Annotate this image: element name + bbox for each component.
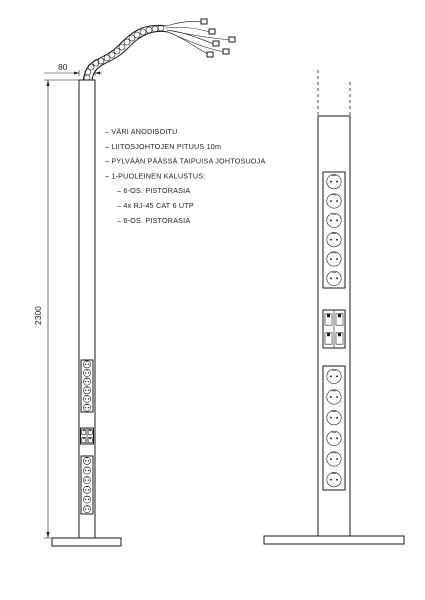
cable-guard-link xyxy=(146,27,152,33)
side-upper-sockets xyxy=(81,360,93,412)
front-lower-sockets xyxy=(323,366,345,490)
cable-guard-link xyxy=(134,32,140,38)
height-label: 2300 xyxy=(33,306,43,325)
power-socket-icon xyxy=(83,387,90,394)
rj45-port-icon xyxy=(82,438,86,443)
note-line: – 4x RJ-45 CAT 6 UTP xyxy=(117,201,194,210)
power-socket-icon xyxy=(327,452,341,466)
cable-guard-link xyxy=(152,26,158,32)
side-view xyxy=(33,19,235,546)
front-base-plate xyxy=(264,536,404,544)
power-socket-icon xyxy=(327,369,341,383)
power-socket-icon xyxy=(327,194,341,208)
side-lower-sockets xyxy=(81,456,93,514)
power-socket-icon xyxy=(83,361,90,368)
power-socket-icon xyxy=(83,378,90,385)
rj45-port-icon xyxy=(336,314,343,325)
cable-guard-segments xyxy=(84,25,164,81)
power-socket-icon xyxy=(83,467,90,474)
power-socket-icon xyxy=(327,174,341,188)
socket-strip-frame xyxy=(323,172,345,288)
cable-guard-link xyxy=(140,29,146,35)
power-socket-icon xyxy=(327,271,341,285)
rj45-port-icon xyxy=(336,333,343,344)
plug-icons xyxy=(201,19,235,57)
side-rj45-block xyxy=(81,428,94,444)
power-socket-icon xyxy=(83,496,90,503)
note-line: – VÄRI ANODISOITU xyxy=(105,127,178,136)
power-socket-icon xyxy=(83,369,90,376)
note-line: – LIITOSJOHTOJEN PITUUS 10m xyxy=(105,141,222,151)
power-socket-icon xyxy=(327,431,341,445)
cable-guard-link xyxy=(98,58,104,64)
side-base-plate xyxy=(52,538,121,546)
power-socket-icon xyxy=(83,457,90,464)
power-socket-icon xyxy=(83,395,90,402)
rj45-port-icon xyxy=(88,430,92,435)
front-view xyxy=(264,70,404,544)
power-socket-icon xyxy=(83,404,90,411)
front-upper-sockets xyxy=(323,172,345,288)
power-socket-icon xyxy=(327,410,341,424)
specification-notes xyxy=(105,127,265,225)
rj45-port-icon xyxy=(88,438,92,443)
cable-guard-link xyxy=(109,52,115,58)
note-line: – 6-OS. PISTORASIA xyxy=(117,215,191,225)
power-socket-icon xyxy=(83,506,90,513)
cable-guard-link xyxy=(119,44,125,50)
cable-guard-link xyxy=(88,64,94,70)
power-socket-icon xyxy=(327,252,341,266)
power-socket-icon xyxy=(327,390,341,404)
cable-guard-link xyxy=(124,39,130,45)
power-socket-icon xyxy=(327,213,341,227)
note-line: – 1-PUOLEINEN KALUSTUS: xyxy=(105,171,206,181)
height-dimension xyxy=(33,80,79,538)
cable-bundle xyxy=(166,19,235,57)
rj45-port-icon xyxy=(325,333,332,344)
socket-strip-frame xyxy=(323,366,345,490)
cable-guard-link xyxy=(114,48,120,54)
note-line: – 6-OS. PISTORASIA xyxy=(117,186,191,196)
width-label: 80 xyxy=(58,62,68,72)
rj45-port-icon xyxy=(82,430,86,435)
power-socket-icon xyxy=(83,486,90,493)
front-rj45-block xyxy=(323,310,345,348)
power-socket-icon xyxy=(83,477,90,484)
power-socket-icon xyxy=(327,472,341,486)
power-socket-icon xyxy=(327,232,341,246)
rj45-port-icon xyxy=(325,314,332,325)
flexible-cable-guard xyxy=(83,25,168,82)
note-line: – PYLVÄÄN PÄÄSSÄ TAIPUISA JOHTOSUOJA xyxy=(105,156,266,166)
